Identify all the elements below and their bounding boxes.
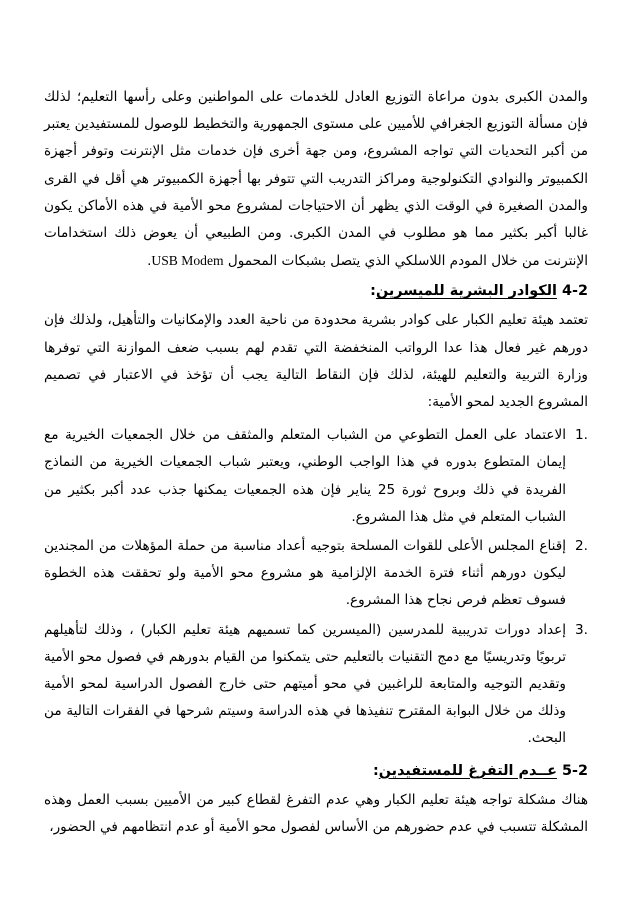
intro-text: والمدن الكبرى بدون مراعاة التوزيع العادل للخدمات على المواطنين وعلى رأسها التعليم؛ لذلك فإن مسألة التوزيع الجغرافي للأميين على مستوى الجمهورية والتخطيط للوصول للمستفيدين يعتبر من أكبر التحديات التي تواجه المشروع، ومن جهة أخرى فإن خدمات مثل الإنترنت وتوفر أجهزة الكمبيوتر والنوادي التكنولوجية ومراكز التدريب التي تتوفر بها أجهزة الكمبيوتر هي أقل في القرى والمدن الصغيرة في الوقت الذي يظهر أن الاحتياجات لمشروع محو الأمية في هذه الأماكن يكون غالبا أكبر بكثير مما هو مطلوب في المدن الكبرى. ومن الطبيعي أن يعوض ذلك استخدامات الإنترنت من خلال المودم اللاسلكي الذي يتصل بشبكات المحمول	[44, 89, 588, 270]
list-item-text: إعداد دورات تدريبية للمدرسين (الميسرين كما تسميهم هيئة تعليم الكبار) ، وذلك لتأهيلهم تربويًا وتدريسيًا مع دمج التقنيات بالتعليم حتى يتمكنوا من القيام بدورهم في فصول محو الأمية وتقديم التوجيه والمتابعة للراغبين في محو أميتهم حتى خارج الفصول الدراسية لمحو الأمية وذلك من خلال البوابة المقترح تنفيذها في هذه الدراسة وسيتم شرحها في الفقرات التالية من البحث.	[44, 621, 566, 747]
section-colon: :	[370, 283, 376, 300]
section-2-4-list	[44, 422, 588, 752]
intro-end: .	[147, 253, 152, 270]
section-heading-2-5	[44, 759, 588, 783]
section-colon: :	[372, 762, 379, 779]
section-number: 4-2	[562, 283, 588, 300]
intro-paragraph	[44, 84, 588, 275]
list-item-number: .1	[575, 427, 588, 444]
section-number: 5-2	[562, 762, 588, 779]
list-item-text: إقناع المجلس الأعلى للقوات المسلحة بتوجيه أعداد مناسبة من حملة المؤهلات من المجندين ليكون دورهم أثناء فترة الخدمة الإلزامية هو مشروع محو الأمية ولو تحققت هذه الخطوة فسوف تعظم فرص نجاح هذا المشروع.	[44, 538, 566, 609]
section-title: الكوادر البشرية للميسرين	[375, 283, 557, 300]
usb-modem-term: USB Modem	[151, 253, 224, 269]
section-2-4-paragraph: تعتمد هيئة تعليم الكبار على كوادر بشرية محدودة من ناحية العدد والإمكانيات والتأهيل، ولذلك فإن دورهم غير فعال هذا عدا الرواتب المنخفضة التي تقدم لهم بسبب ضعف الموازنة التي توفرها وزارة التربية والتعليم للهيئة، لذلك فإن النقاط التالية يجب أن تؤخذ في الاعتبار في تصميم المشروع الجديد لمحو الأمية:	[44, 312, 588, 411]
list-item	[44, 533, 588, 615]
section-2-5-paragraph: هناك مشكلة تواجه هيئة تعليم الكبار وهي عدم التفرغ لقطاع كبير من الأميين بسبب العمل وهذه المشكلة تتسبب في عدم حضورهم من الأساس لفصول محو الأمية أو عدم انتظامهم في الحضور،	[44, 791, 588, 835]
section-heading-2-4	[44, 279, 588, 303]
list-item-text: الاعتماد على العمل التطوعي من الشباب المتعلم والمثقف من خلال الجمعيات الخيرية مع إيمان المتطوع بدوره في هذا الواجب الوطني، ويعتبر شباب الجمعيات الخيرية من النماذج الفريدة في ذلك وبروح ثورة 25 يناير فإن هذه الجمعيات يمكنها جذب عدد أكبر بكثير من الشباب المتعلم في مثل هذا المشروع.	[44, 427, 566, 525]
section-title: عــدم التفرغ للمستفيدين	[378, 762, 557, 779]
list-item	[44, 422, 588, 531]
list-item	[44, 617, 588, 753]
list-item-number: .3	[575, 621, 588, 638]
list-item-number: .2	[575, 538, 588, 555]
